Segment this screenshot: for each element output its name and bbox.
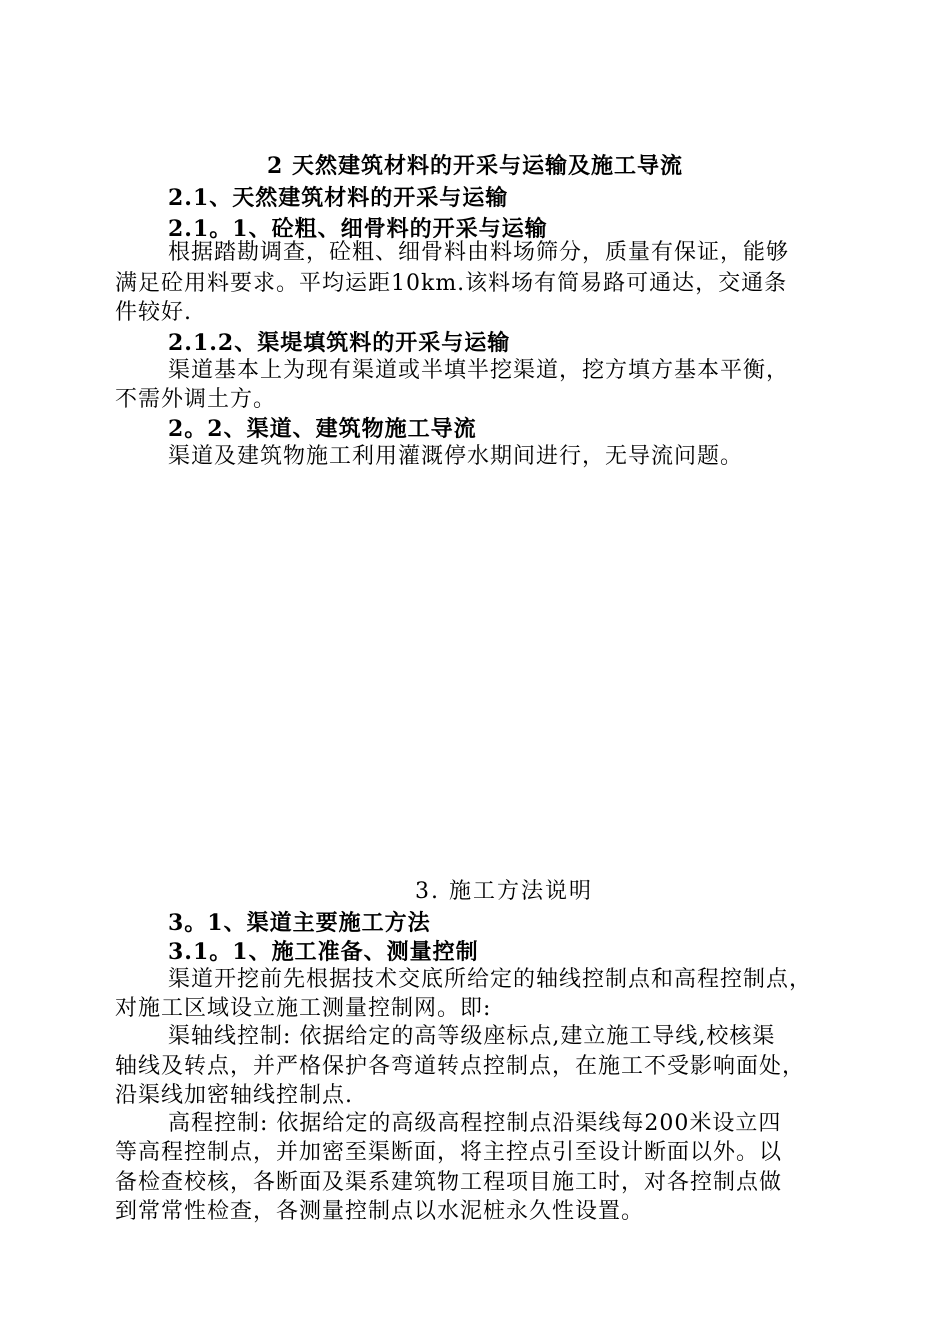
section-3-1-heading: 3。1、渠道主要施工方法 <box>168 910 431 936</box>
paragraph-line: 对施工区域设立施工测量控制网。即: <box>115 996 492 1021</box>
section-2-1-1-heading: 2.1。1、砼粗、细骨料的开采与运输 <box>168 216 548 242</box>
paragraph-line: 满足砼用料要求。平均运距10km.该料场有简易路可通达，交通条 <box>115 271 788 296</box>
paragraph-line: 件较好. <box>115 300 192 325</box>
section-2-2-heading: 2。2、渠道、建筑物施工导流 <box>168 416 477 442</box>
paragraph-line: 沿渠线加密轴线控制点. <box>115 1083 353 1108</box>
paragraph-line: 轴线及转点，并严格保护各弯道转点控制点，在施工不受影响面处， <box>115 1054 806 1079</box>
paragraph-line: 备检查校核，各断面及渠系建筑物工程项目施工时，对各控制点做 <box>115 1170 783 1195</box>
paragraph-line: 渠道开挖前先根据技术交底所给定的轴线控制点和高程控制点， <box>168 967 813 992</box>
paragraph-line: 到常常性检查，各测量控制点以水泥桩永久性设置。 <box>115 1199 645 1224</box>
section-3-1-1-heading: 3.1。1、施工准备、测量控制 <box>168 939 479 965</box>
paragraph-line: 根据踏勘调查，砼粗、细骨料由料场筛分，质量有保证，能够 <box>168 240 790 265</box>
section-2-1-heading: 2.1、天然建筑材料的开采与运输 <box>168 185 509 211</box>
section-3-title: 3. 施工方法说明 <box>415 879 593 904</box>
paragraph-line: 渠道及建筑物施工利用灌溉停水期间进行，无导流问题。 <box>168 444 744 469</box>
paragraph-line: 不需外调土方。 <box>115 387 277 412</box>
paragraph-line: 等高程控制点，并加密至渠断面，将主控点引至设计断面以外。以 <box>115 1140 783 1165</box>
paragraph-line: 高程控制: 依据给定的高级高程控制点沿渠线每200米设立四 <box>168 1111 782 1136</box>
paragraph-line: 渠轴线控制: 依据给定的高等级座标点,建立施工导线,校核渠 <box>168 1024 776 1049</box>
section-2-title: 2 天然建筑材料的开采与运输及施工导流 <box>267 153 683 179</box>
paragraph-line: 渠道基本上为现有渠道或半填半挖渠道，挖方填方基本平衡， <box>168 358 790 383</box>
section-2-1-2-heading: 2.1.2、渠堤填筑料的开采与运输 <box>168 330 511 356</box>
